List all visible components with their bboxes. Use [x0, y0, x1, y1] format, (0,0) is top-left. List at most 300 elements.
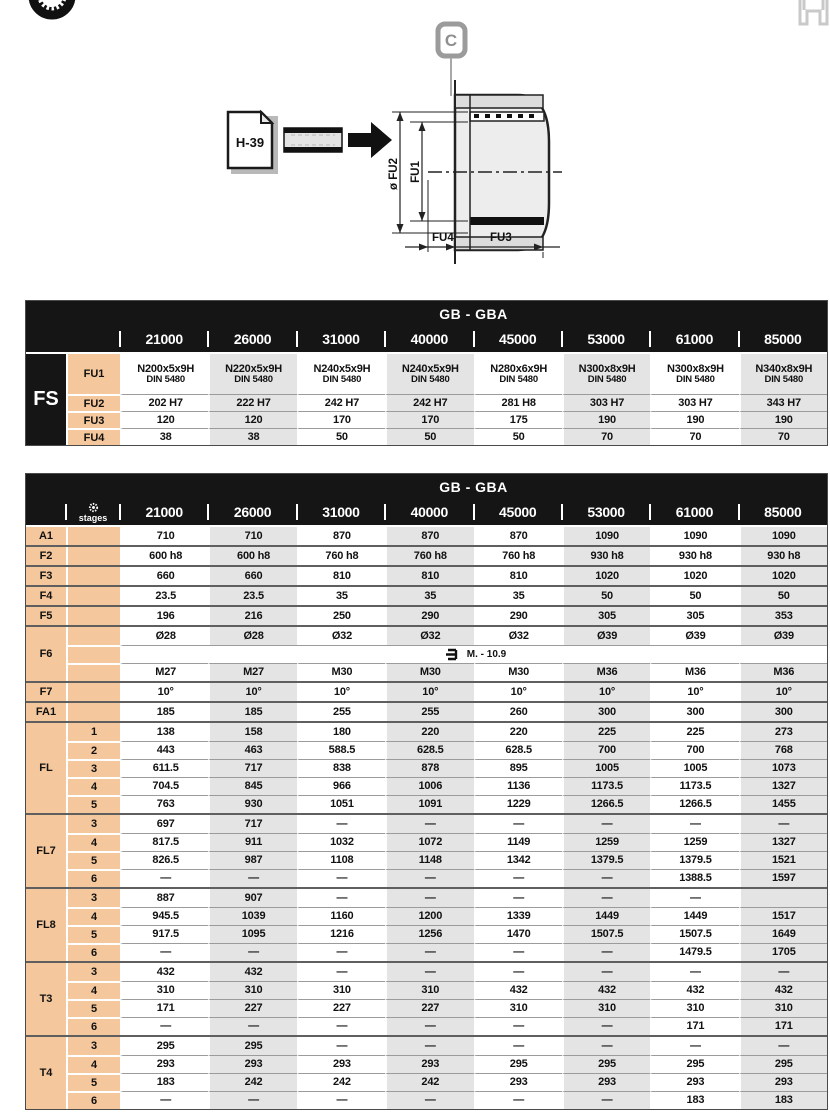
data-cell-value: 10° [422, 685, 439, 698]
data-cell [650, 963, 738, 981]
data-cell [208, 869, 296, 887]
data-cell [385, 963, 473, 981]
data-cell-value: 817.5 [152, 836, 179, 849]
data-cell-value: 1006 [418, 780, 443, 793]
data-cell [385, 411, 473, 428]
data-cell-value: 704.5 [152, 780, 179, 793]
data-cell-value: 768 [774, 744, 793, 757]
data-cell [562, 1091, 650, 1109]
data-cell-value: 697 [156, 817, 175, 830]
data-cell-value: 1020 [771, 569, 796, 582]
data-cell-value: M30 [331, 666, 353, 679]
technical-drawing [0, 0, 830, 296]
data-cell-value: Ø28 [155, 629, 176, 642]
data-cell [385, 607, 473, 625]
data-cell-value: 628.5 [505, 744, 532, 757]
key-icon [284, 128, 342, 152]
data-cell [474, 627, 562, 645]
din-sub-label: DIN 5480 [676, 373, 715, 385]
data-cell [739, 1037, 827, 1055]
data-cell-value: 1259 [683, 836, 708, 849]
row-group-fl [26, 721, 827, 813]
data-cell-value: 293 [509, 1076, 528, 1089]
data-cell [474, 1091, 562, 1109]
column-header: 53000 [562, 326, 650, 352]
stage-cell [66, 627, 120, 645]
data-cell-value: 1229 [506, 798, 531, 811]
row-group-label: FL8 [26, 889, 66, 961]
data-cell [208, 663, 296, 681]
data-cell-value: 220 [509, 725, 528, 738]
data-cell [208, 394, 296, 411]
stage-cell: 5 [66, 851, 120, 869]
data-cell-value: 895 [509, 762, 528, 775]
stage-cell [66, 683, 120, 701]
data-cell [739, 833, 827, 851]
data-cell [208, 411, 296, 428]
data-cell [562, 587, 650, 605]
data-cell [739, 411, 827, 428]
data-cell [474, 587, 562, 605]
data-cell-value: 1521 [771, 854, 796, 867]
data-cell-value: 35 [424, 589, 437, 602]
data-cell [562, 869, 650, 887]
fu-row-label: FU3 [66, 411, 120, 428]
internal-spline-ring-icon [33, 0, 71, 15]
data-cell-value: — [336, 891, 348, 904]
data-cell-value: 242 H7 [413, 396, 448, 409]
data-cell-value: — [513, 946, 525, 959]
data-cell-value: 1149 [507, 836, 531, 849]
data-cell-value: 1470 [506, 928, 531, 941]
data-cell [650, 703, 738, 721]
row-group-label: T3 [26, 963, 66, 1035]
data-cell-value: 185 [244, 705, 263, 718]
data-cell-value: 171 [774, 1020, 793, 1033]
data-cell [385, 777, 473, 795]
data-cell-value: 660 [244, 569, 263, 582]
data-cell [474, 428, 562, 445]
header-corner-blank [26, 474, 120, 499]
din-sub-label: DIN 5480 [499, 373, 538, 385]
data-cell-value: 50 [601, 589, 613, 602]
data-cell-value: 907 [244, 891, 263, 904]
data-cell-value: 763 [156, 798, 175, 811]
data-cell-value: 250 [333, 609, 351, 622]
data-cell-value: 10° [333, 685, 350, 698]
data-cell-value: 1005 [595, 762, 619, 775]
row-group-label: F2 [26, 547, 66, 565]
data-cell-value: — [424, 965, 436, 978]
data-cell-value: 432 [509, 984, 528, 997]
data-cell-value: Ø39 [596, 629, 618, 642]
main-dimensions-table [25, 473, 828, 1110]
data-cell [474, 354, 562, 394]
data-cell-value: 1108 [330, 854, 354, 867]
data-cell [474, 777, 562, 795]
data-cell [650, 587, 738, 605]
data-cell-value: 10° [157, 685, 174, 698]
data-cell [297, 815, 385, 833]
row-group-f6 [26, 625, 827, 681]
arrow-icon [348, 122, 392, 158]
stage-cell [66, 587, 120, 605]
row-group-fl8 [26, 887, 827, 961]
data-cell-value: 343 H7 [766, 396, 801, 409]
data-cell-value: 1266.5 [590, 798, 624, 811]
data-cell [474, 607, 562, 625]
data-cell-value: — [513, 965, 525, 978]
data-cell-value: — [424, 1039, 436, 1052]
data-cell-value: 826.5 [152, 854, 179, 867]
stages-icon [88, 502, 99, 513]
stage-cell: 6 [66, 869, 120, 887]
data-cell [739, 999, 827, 1017]
data-cell [385, 759, 473, 777]
data-cell [297, 663, 385, 681]
data-cell-value: M36 [685, 666, 706, 679]
data-cell [650, 394, 738, 411]
data-cell [562, 627, 650, 645]
data-cell-value: — [248, 872, 259, 885]
data-cell [297, 869, 385, 887]
data-cell-value: 293 [774, 1076, 793, 1089]
data-cell [474, 1055, 562, 1073]
data-cell-value: 10° [245, 685, 262, 698]
row-group-label: F7 [26, 683, 66, 701]
data-cell-value: 945.5 [152, 910, 179, 923]
stage-cell [66, 703, 120, 721]
data-cell [562, 703, 650, 721]
data-cell [650, 741, 738, 759]
data-cell [474, 907, 562, 925]
data-cell [562, 663, 650, 681]
data-cell-value: — [690, 891, 701, 904]
data-cell [120, 587, 208, 605]
data-cell-value: 293 [156, 1058, 175, 1071]
data-cell [297, 723, 385, 741]
data-cell [562, 907, 650, 925]
data-cell [120, 815, 208, 833]
data-cell [120, 795, 208, 813]
data-cell-value: 290 [509, 609, 528, 622]
data-cell-value: Ø32 [508, 629, 529, 642]
data-cell [385, 1017, 473, 1035]
data-cell [120, 627, 208, 645]
data-cell-value: 1649 [771, 928, 796, 941]
data-cell [120, 741, 208, 759]
data-cell-value: 300 [774, 705, 793, 718]
data-cell [739, 428, 827, 445]
data-cell [562, 759, 650, 777]
data-cell-value: — [601, 1020, 613, 1033]
data-cell [739, 607, 827, 625]
data-cell [562, 851, 650, 869]
column-header: 31000 [297, 499, 385, 525]
data-cell-value: — [336, 1020, 348, 1033]
data-cell-value: 1072 [418, 836, 443, 849]
bolt-icon [444, 648, 458, 661]
data-cell [562, 428, 650, 445]
data-cell-value: — [160, 872, 172, 885]
data-cell [208, 759, 296, 777]
data-cell-value: 180 [333, 725, 351, 738]
din-sub-label: DIN 5480 [234, 373, 273, 385]
data-cell-value: 1020 [683, 569, 708, 582]
column-header: 61000 [650, 326, 738, 352]
data-cell [385, 981, 473, 999]
data-cell [650, 981, 738, 999]
data-cell [208, 851, 296, 869]
stage-cell: 5 [66, 999, 120, 1017]
data-cell [474, 851, 562, 869]
data-cell [739, 869, 827, 887]
data-cell [739, 627, 827, 645]
data-cell [120, 411, 208, 428]
data-cell-value: 917.5 [152, 928, 179, 941]
data-cell [297, 759, 385, 777]
data-cell [208, 741, 296, 759]
data-cell-value: M30 [419, 666, 441, 679]
data-cell-value: — [513, 1094, 525, 1107]
data-cell [120, 963, 208, 981]
header-corner-blank [26, 326, 120, 352]
row-group-t3 [26, 961, 827, 1035]
data-cell [650, 907, 738, 925]
data-cell [562, 963, 650, 981]
stage-cell: 4 [66, 1055, 120, 1073]
data-cell-value: 760 h8 [502, 549, 536, 562]
data-cell [474, 889, 562, 907]
data-cell-value: 870 [421, 529, 440, 542]
data-cell [208, 527, 296, 545]
data-cell-value: 242 [421, 1076, 440, 1089]
stage-cell: 5 [66, 925, 120, 943]
din-sub-label: DIN 5480 [587, 373, 627, 385]
data-cell-value: 295 [774, 1058, 793, 1071]
data-cell-value: — [160, 946, 172, 959]
data-cell [739, 1055, 827, 1073]
data-cell [739, 795, 827, 813]
row-group-t4 [26, 1035, 827, 1109]
data-cell-value: 710 [156, 529, 175, 542]
data-cell [385, 703, 473, 721]
balloon-c-label: C [444, 31, 458, 50]
data-cell [562, 795, 650, 813]
data-cell-value: — [336, 946, 348, 959]
doc-ref-icon [228, 112, 278, 174]
data-cell [120, 354, 208, 394]
data-cell-value: Ø32 [420, 629, 441, 642]
data-cell-value: — [160, 1020, 172, 1033]
data-cell [650, 567, 738, 585]
data-cell-value: M27 [155, 666, 177, 679]
stage-cell: 4 [66, 833, 120, 851]
data-cell [650, 869, 738, 887]
data-cell-value: N280x6x9H [490, 362, 548, 375]
data-cell [739, 567, 827, 585]
data-cell [650, 1017, 738, 1035]
data-cell-value: 600 h8 [149, 549, 183, 562]
stage-cell: 3 [66, 963, 120, 981]
data-cell-value: 10° [510, 685, 527, 698]
data-cell-value: — [690, 965, 701, 978]
data-cell [562, 1073, 650, 1091]
data-cell [474, 963, 562, 981]
fs-row-group [26, 354, 827, 445]
data-cell-value: 50 [689, 589, 702, 602]
data-cell-value: 710 [244, 529, 263, 542]
data-cell [297, 1073, 385, 1091]
data-cell-value: 170 [421, 413, 440, 426]
data-cell [739, 759, 827, 777]
data-cell [562, 943, 650, 961]
table-header-row [26, 474, 827, 499]
din-sub-label: DIN 5480 [764, 373, 804, 385]
data-cell-value: 930 [244, 798, 263, 811]
data-cell [562, 1017, 650, 1035]
data-cell-value: 810 [509, 569, 528, 582]
data-cell-value: 35 [512, 589, 525, 602]
data-cell-value: 23.5 [243, 589, 264, 602]
data-cell-value: 35 [336, 589, 348, 602]
data-cell-value: — [513, 817, 525, 830]
column-header: 31000 [297, 326, 385, 352]
data-cell [562, 889, 650, 907]
data-cell [297, 607, 385, 625]
data-cell [739, 777, 827, 795]
row-group-label: FA1 [26, 703, 66, 721]
dim-fu4-label: FU4 [432, 232, 454, 244]
data-cell [297, 741, 385, 759]
data-cell-value: 305 [598, 609, 616, 622]
data-cell-value: — [601, 891, 613, 904]
data-cell-value: — [424, 1020, 436, 1033]
data-cell-value: Ø39 [773, 629, 794, 642]
data-cell-value: 443 [156, 744, 175, 757]
data-cell [208, 683, 296, 701]
data-cell [120, 1073, 208, 1091]
row-group-label: F4 [26, 587, 66, 605]
row-group-label: A1 [26, 527, 66, 545]
data-cell [562, 815, 650, 833]
data-cell-value: 838 [333, 762, 351, 775]
stage-cell: 5 [66, 1073, 120, 1091]
data-cell-value: — [248, 1094, 259, 1107]
data-cell [297, 999, 385, 1017]
table-header-row [26, 326, 827, 354]
data-cell-value: 870 [333, 529, 351, 542]
data-cell-value: 1148 [418, 854, 442, 867]
data-cell [120, 999, 208, 1017]
data-cell [650, 663, 738, 681]
data-cell [297, 963, 385, 981]
data-cell [474, 1037, 562, 1055]
data-cell-value: 1090 [683, 529, 708, 542]
data-cell-value: 273 [774, 725, 793, 738]
stage-cell [66, 527, 120, 545]
fu-row-label: FU1 [66, 354, 120, 394]
data-cell-value: 432 [156, 965, 175, 978]
data-cell-value: 183 [156, 1076, 175, 1089]
stages-header [66, 499, 120, 525]
data-cell-value: 600 h8 [237, 549, 271, 562]
data-cell [297, 795, 385, 813]
data-cell-value: 1388.5 [679, 872, 712, 885]
data-cell-value: 158 [244, 725, 263, 738]
data-cell [120, 527, 208, 545]
data-cell [474, 925, 562, 943]
data-cell-value: — [336, 965, 348, 978]
data-cell-value: 227 [333, 1002, 351, 1015]
data-cell [297, 428, 385, 445]
data-cell-value: 303 H7 [678, 396, 713, 409]
data-cell [474, 833, 562, 851]
data-cell-value: 1507.5 [590, 928, 624, 941]
data-cell-value: — [513, 1039, 525, 1052]
data-cell-value: 1173.5 [679, 780, 712, 793]
data-cell [650, 833, 738, 851]
data-cell [474, 943, 562, 961]
row-group-fa1 [26, 701, 827, 721]
data-cell [385, 925, 473, 943]
data-cell-value: 295 [686, 1058, 705, 1071]
data-cell [208, 999, 296, 1017]
data-cell [120, 1017, 208, 1035]
data-cell-value: 10° [775, 685, 792, 698]
data-cell [385, 795, 473, 813]
data-cell [474, 1073, 562, 1091]
data-cell [562, 567, 650, 585]
data-cell-value: — [424, 817, 436, 830]
stage-cell [66, 567, 120, 585]
bolt-note-label: M. - 10.9 [466, 649, 507, 660]
data-cell [120, 703, 208, 721]
data-cell-value: — [690, 1039, 701, 1052]
stage-cell [66, 607, 120, 625]
row-group-label: T4 [26, 1037, 66, 1109]
data-cell-value: 930 h8 [590, 549, 624, 562]
data-cell [120, 607, 208, 625]
data-cell-value: 1449 [595, 910, 619, 923]
data-cell-value: 190 [686, 413, 705, 426]
data-cell-value: 70 [777, 430, 790, 443]
data-cell [562, 999, 650, 1017]
data-cell-value: 660 [156, 569, 175, 582]
data-cell-value: 966 [333, 780, 351, 793]
data-cell-value: M36 [596, 666, 618, 679]
stage-cell: 6 [66, 943, 120, 961]
data-cell-value: 700 [686, 744, 705, 757]
data-cell [208, 889, 296, 907]
data-cell-value: 930 h8 [767, 549, 801, 562]
row-group-fl7 [26, 813, 827, 887]
data-cell [297, 587, 385, 605]
data-cell [474, 703, 562, 721]
data-cell [208, 703, 296, 721]
data-cell [739, 547, 827, 565]
data-cell-value: 170 [333, 413, 351, 426]
data-cell [297, 1055, 385, 1073]
data-cell [385, 627, 473, 645]
data-cell-value: 242 [333, 1076, 351, 1089]
data-cell-value: N300x8x9H [578, 362, 636, 375]
data-cell-value: — [601, 1094, 613, 1107]
dim-fu3-label: FU3 [490, 232, 512, 244]
data-cell [650, 428, 738, 445]
data-cell [650, 411, 738, 428]
row-group-label: F5 [26, 607, 66, 625]
